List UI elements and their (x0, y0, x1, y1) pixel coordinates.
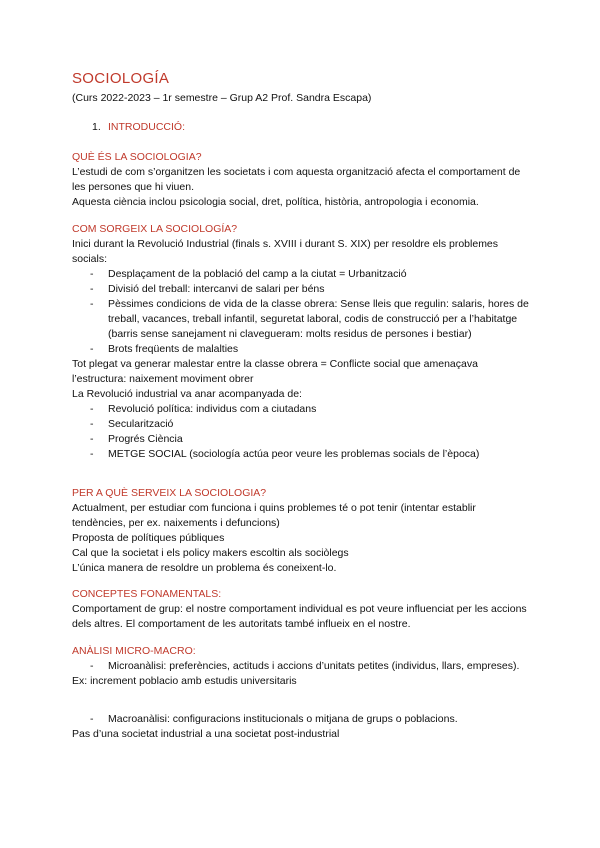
paragraph: Pas d’una societat industrial a una societat post-industrial (72, 728, 340, 740)
paragraph: L’única manera de resoldre un problema és coneixent-lo. (72, 562, 337, 574)
section-heading: PER A QUÈ SERVEIX LA SOCIOLOGIA? (72, 487, 267, 499)
list-item: - Desplaçament de la població del camp a la ciutat = Urbanització (72, 267, 532, 282)
bullet-list (72, 402, 532, 462)
section-heading: COM SORGEIX LA SOCIOLOGÍA? (72, 223, 238, 235)
document-subtitle: (Curs 2022-2023 – 1r semestre – Grup A2 Prof. Sandra Escapa) (72, 92, 372, 104)
list-item: - Microanàlisi: preferències, actituds i accions d’unitats petites (individus, llars, empreses). (72, 659, 532, 674)
document-title: SOCIOLOGÍA (72, 70, 170, 87)
section-what-is-sociology (72, 150, 532, 210)
paragraph: Comportament de grup: el nostre comportament individual es pot veure influenciat per les accions dels altres. El comportament de les autoritats també influeix en el nostre. (72, 603, 527, 630)
section-heading: ANÀLISI MICRO-MACRO: (72, 645, 196, 657)
bullet-list (72, 659, 532, 674)
paragraph: L’estudi de com s’organitzen les societats i com aquesta organització afecta el comportament de les persones que hi viuen. (72, 166, 521, 193)
toc-item (92, 120, 185, 135)
section-heading: CONCEPTES FONAMENTALS: (72, 588, 222, 600)
list-item: - Pèssimes condicions de vida de la classe obrera: Sense lleis que regulin: salaris, hores de treball, vacances, treball infantil, seguretat laboral, codis de construcció per a l’habitatge (barris sense sanejament ni clavegueram: molts residus de persones i bestiar) (72, 297, 532, 342)
paragraph: Inici durant la Revolució Industrial (finals s. XVIII i durant S. XIX) per resoldre els problemes socials: (72, 238, 499, 265)
section-heading: QUÈ ÉS LA SOCIOLOGIA? (72, 151, 202, 163)
paragraph: Actualment, per estudiar com funciona i quins problemes té o pot tenir (intentar establir tendències, per ex. naixements i defuncions) (72, 502, 476, 529)
list-item: - METGE SOCIAL (sociología actúa peor veure les problemas socials de l’època) (72, 447, 532, 462)
paragraph: Proposta de polítiques públiques (72, 532, 225, 544)
toc-label: INTRODUCCIÓ: (108, 121, 185, 133)
bullet-list (72, 712, 532, 727)
list-item: - Macroanàlisi: configuracions institucionals o mitjana de grups o poblacions. (72, 712, 532, 727)
toc-number: 1. (92, 121, 101, 133)
list-item: - Revolució política: individus com a ciutadans (72, 402, 532, 417)
section-concepts (72, 587, 532, 632)
list-item: - Secularització (72, 417, 532, 432)
paragraph: Cal que la societat i els policy makers escoltin als sociòlegs (72, 547, 349, 559)
list-item: - Brots freqüents de malalties (72, 342, 532, 357)
section-origin (72, 222, 532, 462)
paragraph: Ex: increment poblacio amb estudis universitaris (72, 675, 297, 687)
list-item: - Progrés Ciència (72, 432, 532, 447)
section-micro-macro (72, 644, 532, 742)
bullet-list (72, 267, 532, 357)
section-purpose (72, 486, 532, 576)
paragraph: Tot plegat va generar malestar entre la classe obrera = Conflicte social que amenaçava l’estructura: naixement moviment obrer (72, 358, 478, 385)
paragraph: Aquesta ciència inclou psicologia social, dret, política, història, antropologia i economia. (72, 196, 479, 208)
paragraph: La Revolució industrial va anar acompanyada de: (72, 388, 302, 400)
list-item: - Divisió del treball: intercanvi de salari per béns (72, 282, 532, 297)
